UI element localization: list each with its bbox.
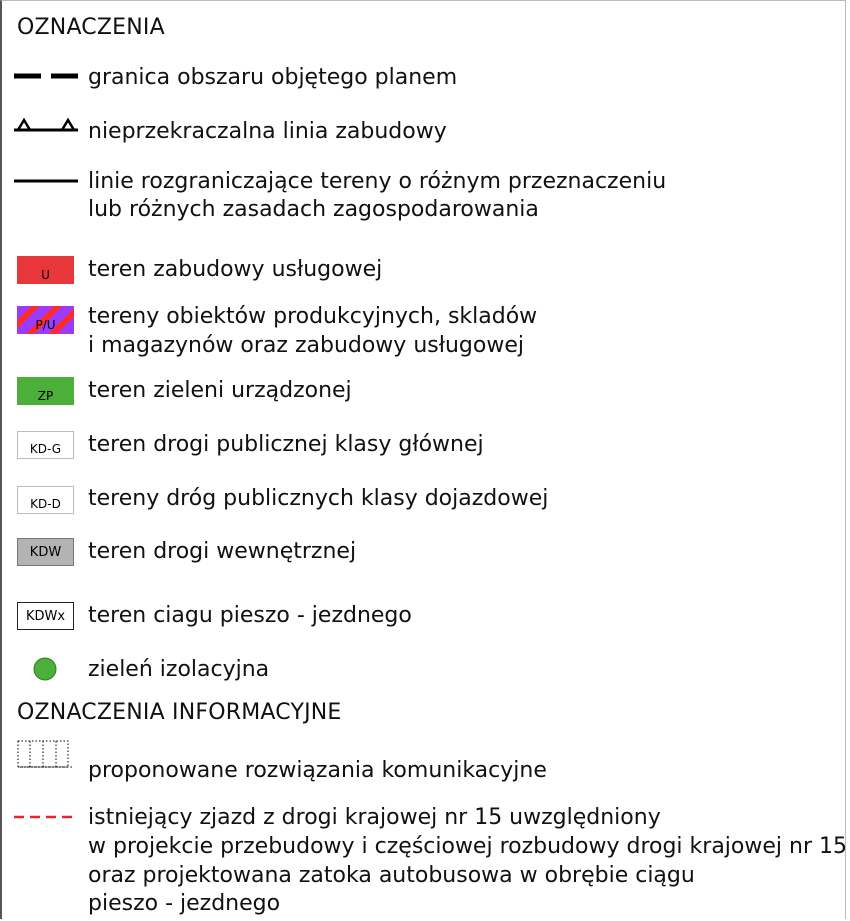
legend-heading: OZNACZENIA <box>17 15 165 40</box>
swatch-pu: P/U <box>17 306 74 334</box>
legend-label: teren drogi publicznej klasy głównej <box>88 432 484 457</box>
legend-label: teren zabudowy usługowej <box>88 257 383 282</box>
legend-label: nieprzekraczalna linia zabudowy <box>88 119 447 144</box>
legend-label: granica obszaru objętego planem <box>88 65 458 90</box>
dotted-grid-icon <box>16 739 76 771</box>
legend-label: teren drogi wewnętrznej <box>88 539 357 564</box>
legend-label: tereny dróg publicznych klasy dojazdowej <box>88 486 549 511</box>
legend-label: pieszo - jezdnego <box>88 891 281 916</box>
swatch-kdw: KDW <box>17 538 74 566</box>
legend-label: teren zieleni urządzonej <box>88 378 352 403</box>
legend-label: tereny obiektów produkcyjnych, skladów <box>88 304 538 329</box>
legend-label: linie rozgraniczające tereny o różnym przeznaczeniu <box>88 169 667 194</box>
triangle-line-icon <box>14 117 80 133</box>
legend-label: proponowane rozwiązania komunikacyjne <box>88 758 547 783</box>
solid-line-icon <box>14 176 80 186</box>
swatch-zp: ZP <box>17 377 74 405</box>
legend-subheading: OZNACZENIA INFORMACYJNE <box>17 700 342 725</box>
legend-label: istniejący zjazd z drogi krajowej nr 15 uwzględniony <box>88 805 661 830</box>
thick-dashed-line-icon <box>14 69 80 83</box>
swatch-kd-d: KD-D <box>17 486 74 514</box>
swatch-kdwx: KDWx <box>17 602 74 630</box>
legend-label: oraz projektowana zatoka autobusowa w obrębie ciągu <box>88 863 695 888</box>
red-dashed-line-icon <box>14 813 80 821</box>
legend-label: i magazynów oraz zabudowy usługowej <box>88 333 524 358</box>
legend-label: zieleń izolacyjna <box>88 657 270 682</box>
swatch-kd-g: KD-G <box>17 431 74 459</box>
legend-label: lub różnych zasadach zagospodarowania <box>88 197 539 222</box>
green-circle-icon <box>32 656 58 682</box>
swatch-u: U <box>17 256 74 284</box>
legend-label: w projekcie przebudowy i częściowej rozbudowy drogi krajowej nr 15 <box>88 834 847 859</box>
legend-label: teren ciagu pieszo - jezdnego <box>88 603 412 628</box>
